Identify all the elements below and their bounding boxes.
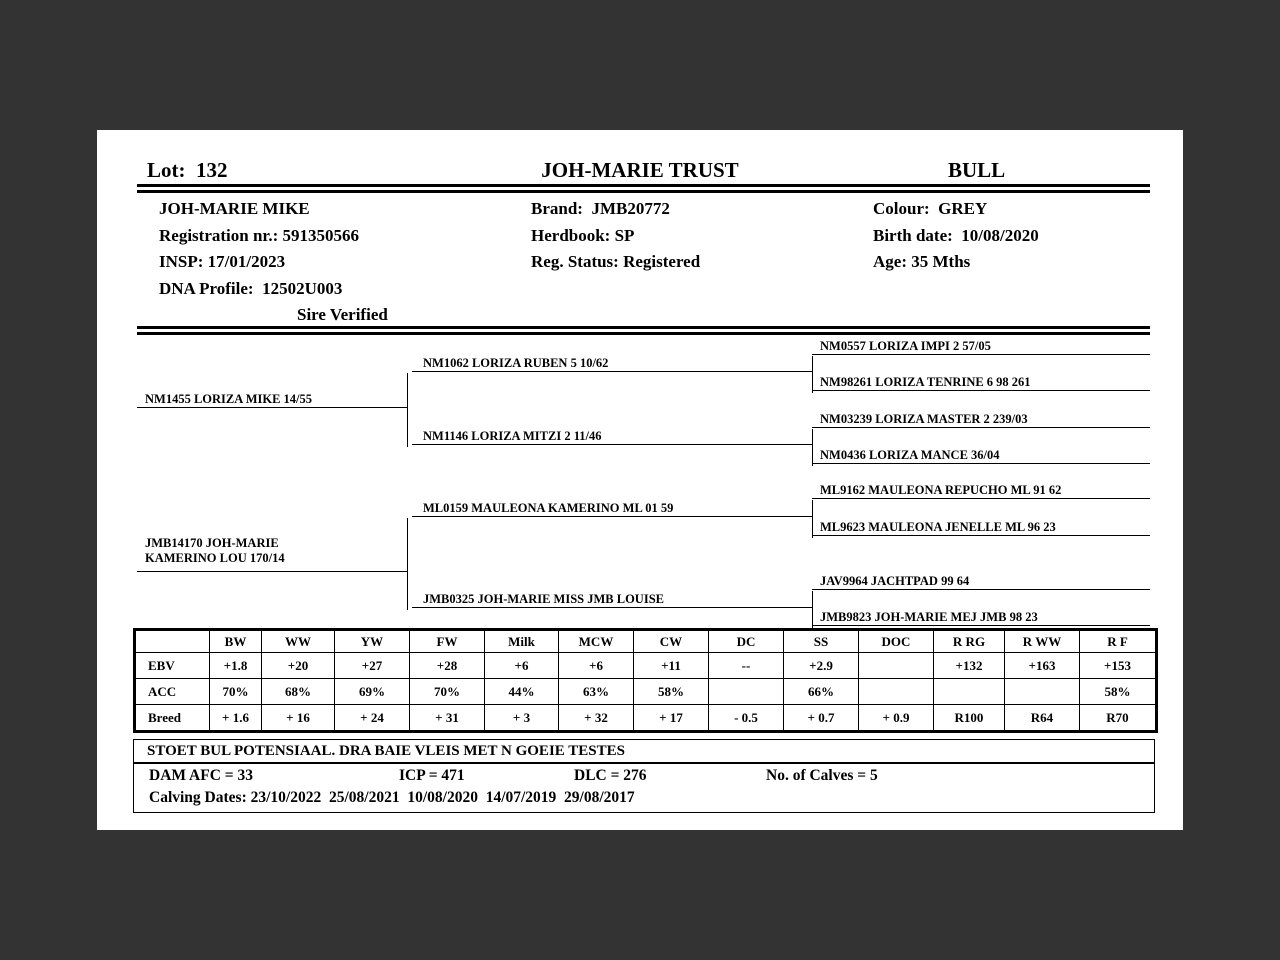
dam-afc: DAM AFC = 33 [149, 767, 253, 784]
acc-cell [1005, 679, 1080, 705]
remark-box [133, 739, 1155, 763]
ebv-header-row [135, 630, 1157, 653]
details-column-right [873, 196, 1173, 276]
pedigree-dam-dam-sire: JAV9964 JACHTPAD 99 64 [812, 574, 1150, 590]
ebv-cell: +132 [934, 653, 1005, 679]
number-of-calves: No. of Calves = 5 [766, 767, 878, 784]
details-column-center [531, 196, 871, 276]
page-title: JOH-MARIE TRUST [541, 158, 739, 182]
ebv-table [133, 628, 1158, 733]
breed-cell: + 1.6 [210, 705, 262, 732]
breed-cell: + 0.7 [784, 705, 859, 732]
ebv-cell: +163 [1005, 653, 1080, 679]
pedigree-sire-dam: NM1146 LORIZA MITZI 2 11/46 [412, 429, 812, 445]
breed-cell: R70 [1080, 705, 1157, 732]
breed-cell: R64 [1005, 705, 1080, 732]
acc-cell: 70% [210, 679, 262, 705]
ebv-cell: +153 [1080, 653, 1157, 679]
dna-profile: DNA Profile: 12502U003 [159, 278, 343, 298]
pedigree-sire-sire-dam: NM98261 LORIZA TENRINE 6 98 261 [812, 375, 1150, 391]
ebv-cell: +27 [335, 653, 410, 679]
colour: Colour: GREY [873, 199, 988, 218]
pedigree-sire-sire-sire: NM0557 LORIZA IMPI 2 57/05 [812, 339, 1150, 355]
pedigree-dam [137, 536, 407, 572]
pedigree-dam-dam-dam: JMB9823 JOH-MARIE MEJ JMB 98 23 [812, 610, 1150, 626]
acc-cell: 44% [485, 679, 559, 705]
acc-cell: 66% [784, 679, 859, 705]
ebv-header-rf: R F [1080, 630, 1157, 653]
pedigree-connector-dam-dam [812, 591, 813, 628]
ebv-cell: +2.9 [784, 653, 859, 679]
ebv-header-fw: FW [410, 630, 485, 653]
ebv-header-milk: Milk [485, 630, 559, 653]
ebv-cell: +1.8 [210, 653, 262, 679]
breed-row-label: Breed [135, 705, 210, 732]
reg-status: Reg. Status: Registered [531, 252, 701, 271]
pedigree-connector-dam [407, 518, 408, 610]
breed-cell: R100 [934, 705, 1005, 732]
animal-name: JOH-MARIE MIKE [159, 199, 310, 218]
registration-number: Registration nr.: 591350566 [159, 225, 360, 245]
pedigree-connector-sire-sire [812, 356, 813, 393]
ebv-cell [859, 653, 934, 679]
pedigree-dam-line2: KAMERINO LOU 170/14 [145, 551, 285, 565]
breed-row [135, 705, 1157, 732]
acc-row [135, 679, 1157, 705]
breed-cell: + 0.9 [859, 705, 934, 732]
breed-cell: + 3 [485, 705, 559, 732]
ebv-header-mcw: MCW [559, 630, 634, 653]
breed-cell: + 16 [262, 705, 335, 732]
header-divider [137, 184, 1150, 193]
acc-cell: 58% [634, 679, 709, 705]
ebv-cell: +6 [559, 653, 634, 679]
ebv-table-wrapper [133, 628, 1158, 733]
pedigree-sire: NM1455 LORIZA MIKE 14/55 [137, 392, 407, 408]
calving-dates: Calving Dates: 23/10/2022 25/08/2021 10/08/2020 14/07/2019 29/08/2017 [149, 789, 635, 806]
dam-stats-box [133, 763, 1155, 813]
ebv-cell: +6 [485, 653, 559, 679]
brand: Brand: JMB20772 [531, 199, 670, 218]
acc-cell [709, 679, 784, 705]
acc-cell [859, 679, 934, 705]
acc-cell: 68% [262, 679, 335, 705]
pedigree-dam-line1: JMB14170 JOH-MARIE [145, 536, 279, 550]
ebv-cell: +28 [410, 653, 485, 679]
birth-date: Birth date: 10/08/2020 [873, 225, 1039, 245]
pedigree-connector-dam-sire [812, 500, 813, 538]
pedigree-dam-sire-sire: ML9162 MAULEONA REPUCHO ML 91 62 [812, 483, 1150, 499]
herdbook: Herdbook: SP [531, 225, 635, 245]
acc-row-label: ACC [135, 679, 210, 705]
ebv-header-rrg: R RG [934, 630, 1005, 653]
animal-type: BULL [948, 158, 1006, 182]
inspection-date: INSP: 17/01/2023 [159, 252, 286, 271]
ebv-header-dc: DC [709, 630, 784, 653]
acc-cell: 58% [1080, 679, 1157, 705]
ebv-row-label: EBV [135, 653, 210, 679]
details-column-left [159, 196, 529, 329]
age: Age: 35 Mths [873, 252, 971, 271]
ebv-row [135, 653, 1157, 679]
ebv-header-ww: WW [262, 630, 335, 653]
ebv-cell: +11 [634, 653, 709, 679]
pedigree-sire-sire: NM1062 LORIZA RUBEN 5 10/62 [412, 356, 812, 372]
breed-cell: + 24 [335, 705, 410, 732]
remark-text: STOET BUL POTENSIAAL. DRA BAIE VLEIS MET N GOEIE TESTES [147, 743, 625, 759]
ebv-cell: -- [709, 653, 784, 679]
catalog-page [97, 130, 1183, 830]
ebv-header-doc: DOC [859, 630, 934, 653]
breed-cell: + 17 [634, 705, 709, 732]
ebv-header-yw: YW [335, 630, 410, 653]
ebv-header-ss: SS [784, 630, 859, 653]
lot-number: Lot: 132 [147, 158, 228, 182]
breed-cell: - 0.5 [709, 705, 784, 732]
ebv-header-blank [135, 630, 210, 653]
sire-verified-label: Sire Verified [297, 305, 388, 324]
breed-cell: + 32 [559, 705, 634, 732]
pedigree-dam-sire-dam: ML9623 MAULEONA JENELLE ML 96 23 [812, 520, 1150, 536]
pedigree-dam-sire: ML0159 MAULEONA KAMERINO ML 01 59 [412, 501, 812, 517]
pedigree-connector-sire [407, 373, 408, 447]
acc-cell: 70% [410, 679, 485, 705]
details-divider [137, 326, 1150, 335]
acc-cell [934, 679, 1005, 705]
dlc: DLC = 276 [574, 767, 647, 784]
icp: ICP = 471 [399, 767, 465, 784]
pedigree-connector-sire-dam [812, 429, 813, 466]
acc-cell: 69% [335, 679, 410, 705]
ebv-cell: +20 [262, 653, 335, 679]
ebv-header-rww: R WW [1005, 630, 1080, 653]
pedigree-sire-dam-dam: NM0436 LORIZA MANCE 36/04 [812, 448, 1150, 464]
breed-cell: + 31 [410, 705, 485, 732]
acc-cell: 63% [559, 679, 634, 705]
pedigree-dam-dam: JMB0325 JOH-MARIE MISS JMB LOUISE [412, 592, 812, 608]
ebv-header-bw: BW [210, 630, 262, 653]
pedigree-sire-dam-sire: NM03239 LORIZA MASTER 2 239/03 [812, 412, 1150, 428]
ebv-header-cw: CW [634, 630, 709, 653]
